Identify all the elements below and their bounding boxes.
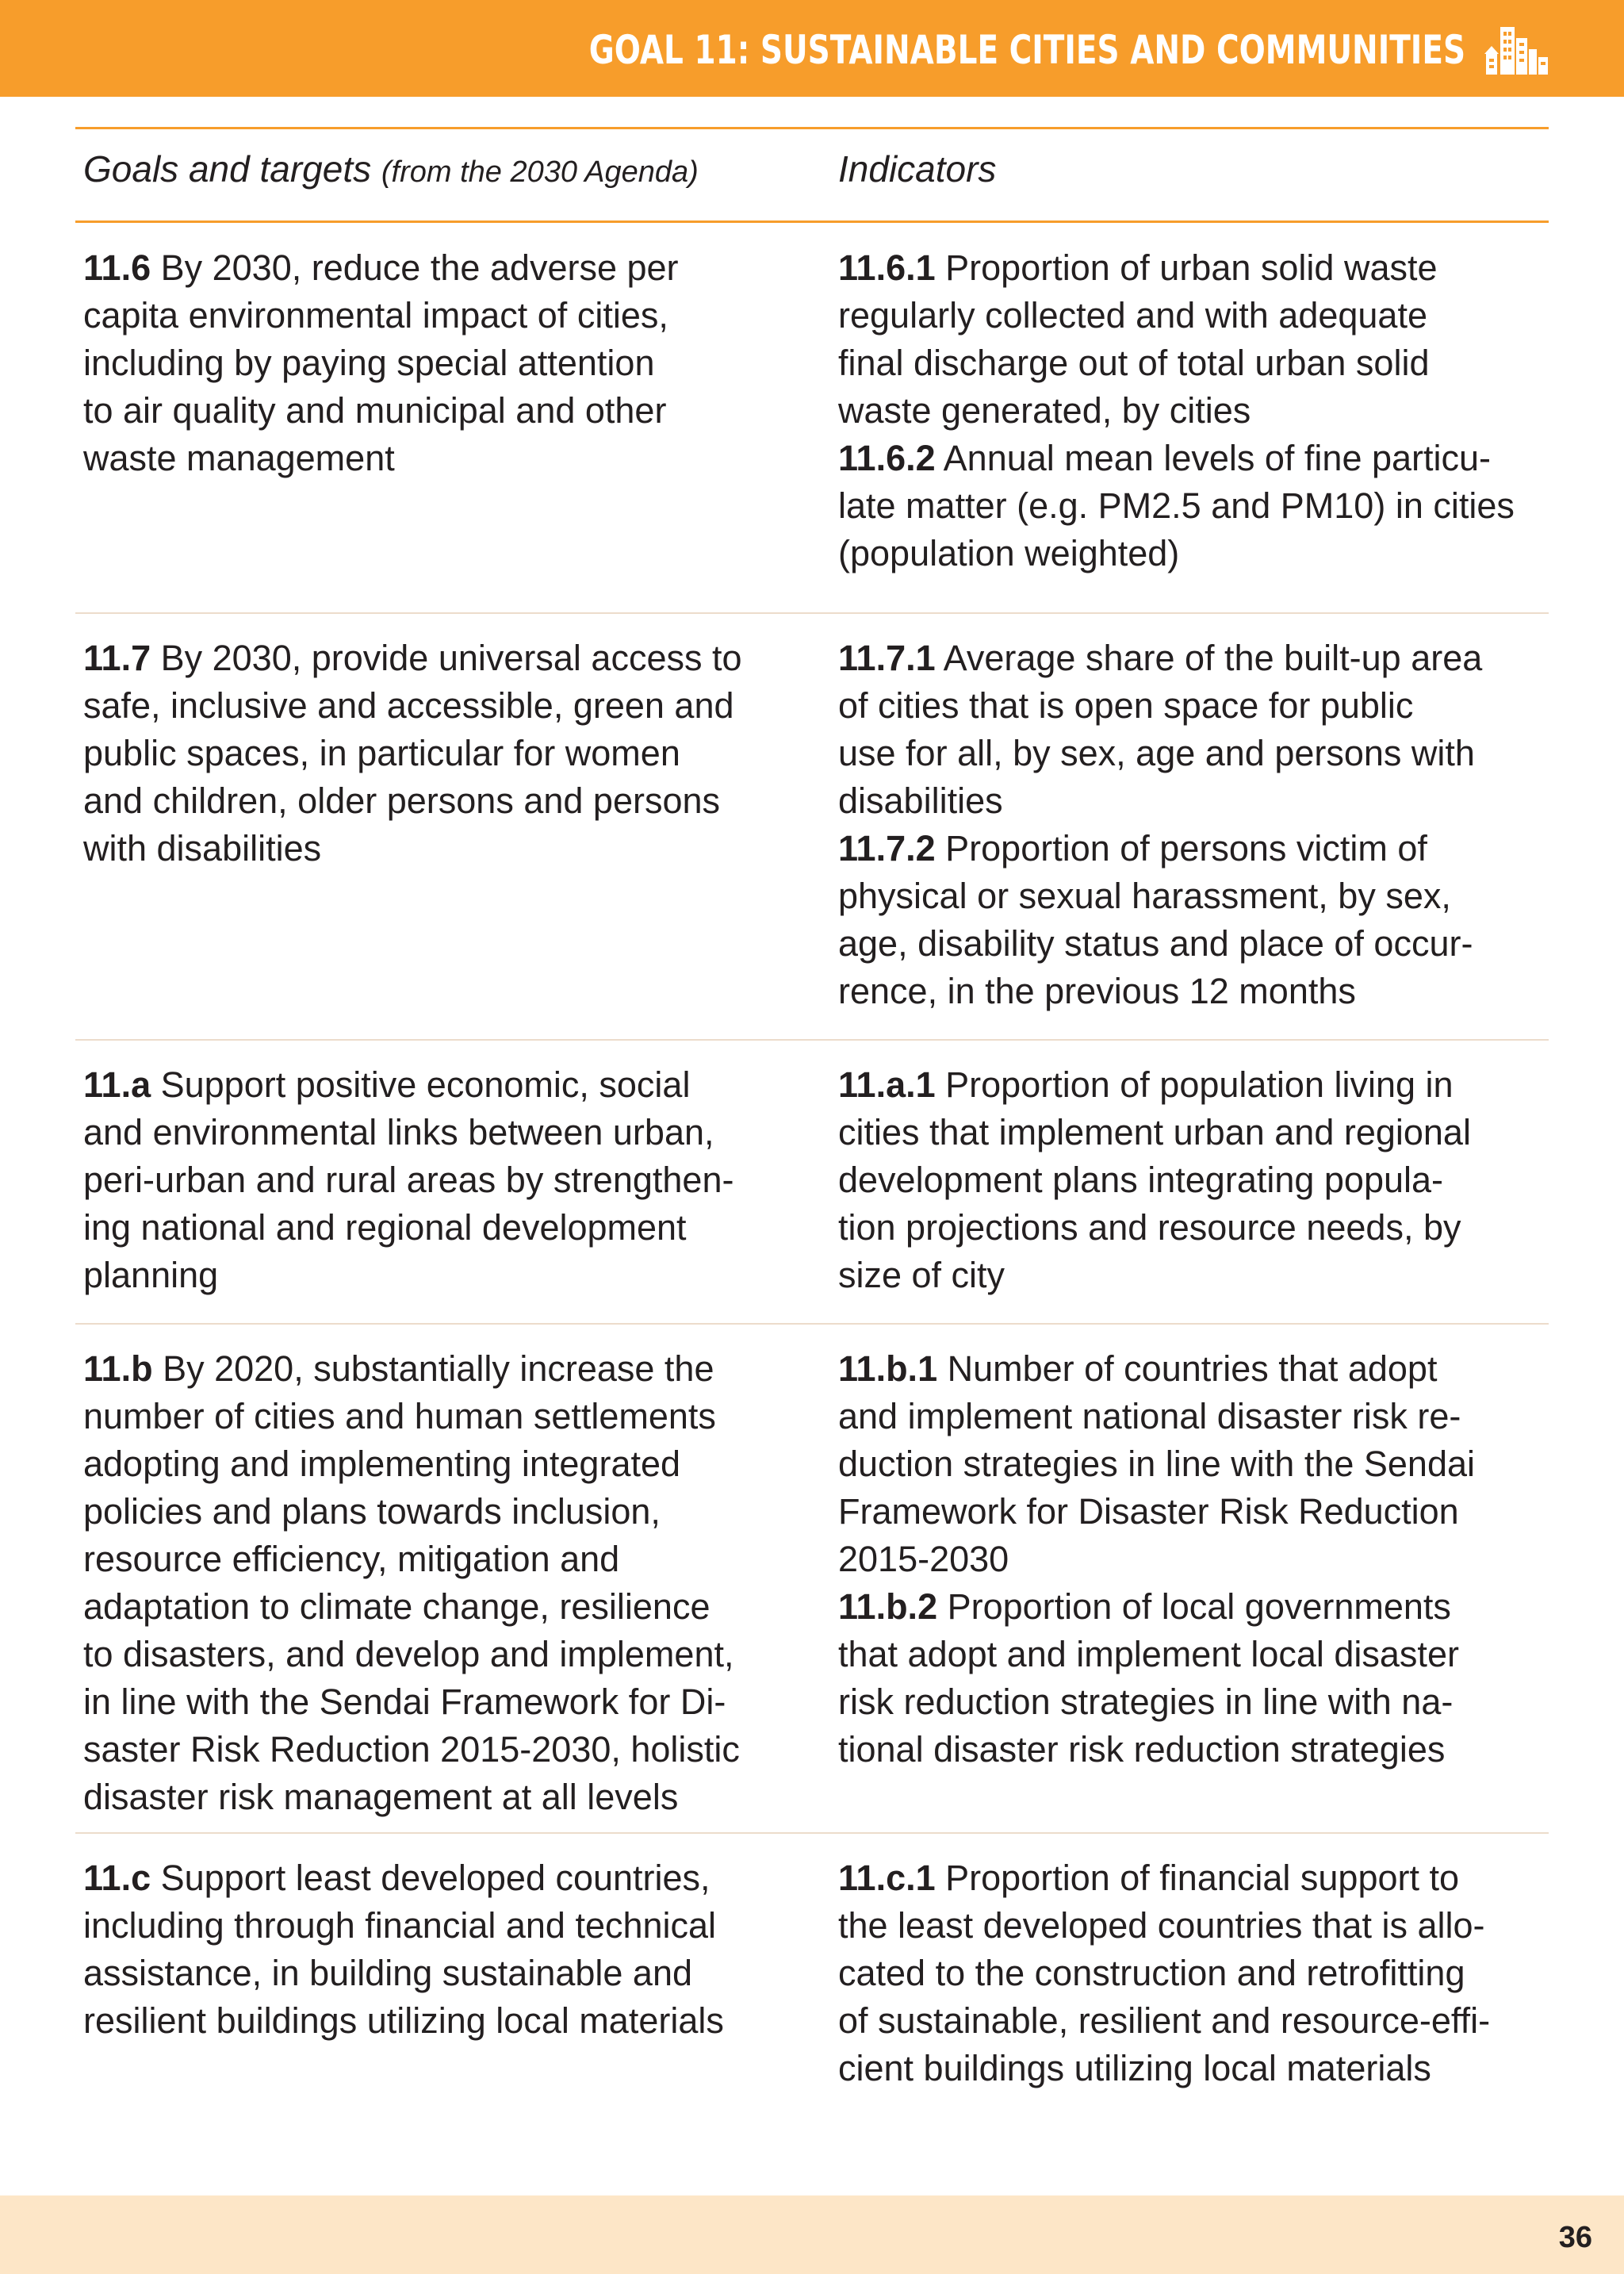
cell-line — [838, 1488, 1475, 1536]
cell-line — [83, 635, 742, 682]
cell-line — [838, 435, 1515, 482]
cell-text: adopting and implementing integrated — [83, 1444, 681, 1484]
cell-line — [838, 1854, 1490, 1902]
cell-line — [838, 482, 1515, 530]
cell-line — [83, 339, 679, 387]
footer-bar — [0, 2195, 1624, 2274]
target-code: 11.c — [83, 1858, 151, 1898]
cell-line — [838, 968, 1482, 1015]
page-title: GOAL 11: SUSTAINABLE CITIES AND COMMUNITIES — [588, 27, 1465, 73]
cell-line — [838, 1950, 1490, 1997]
cell-line — [838, 1061, 1471, 1109]
indicator-code: 11.c.1 — [838, 1858, 936, 1898]
cell-text: ing national and regional development — [83, 1207, 687, 1248]
cell-text: late matter (e.g. PM2.5 and PM10) in cities — [838, 485, 1515, 526]
cell-line — [83, 387, 679, 435]
cell-text: Average share of the built-up area — [935, 638, 1483, 678]
cell-text: regularly collected and with adequate — [838, 295, 1427, 336]
cell-line — [83, 1950, 724, 1997]
cell-line — [838, 1726, 1475, 1774]
cell-line — [838, 387, 1515, 435]
row-divider — [75, 1039, 1549, 1041]
cell-text: size of city — [838, 1255, 1005, 1295]
cell-line — [83, 1156, 733, 1204]
cell-line — [838, 1536, 1475, 1583]
cell-line — [838, 1156, 1471, 1204]
table-top-rule — [75, 127, 1549, 129]
cell-line — [838, 339, 1515, 387]
cell-text: tional disaster risk reduction strategies — [838, 1729, 1446, 1770]
cell-text: Proportion of persons victim of — [935, 828, 1427, 869]
cell-line — [83, 1902, 724, 1950]
cell-text: tion projections and resource needs, by — [838, 1207, 1461, 1248]
indicator-cell — [838, 1061, 1471, 1299]
cell-line — [83, 1997, 724, 2045]
target-cell — [83, 244, 679, 482]
cell-line — [83, 1109, 733, 1156]
cell-line — [83, 292, 679, 339]
cell-text: cient buildings utilizing local materials — [838, 2048, 1431, 2088]
cell-text: saster Risk Reduction 2015-2030, holistic — [83, 1729, 740, 1770]
cell-text: adaptation to climate change, resilience — [83, 1586, 710, 1627]
cell-text: that adopt and implement local disaster — [838, 1634, 1459, 1674]
target-cell — [83, 1061, 733, 1299]
cell-line — [83, 1726, 740, 1774]
cell-line — [838, 1902, 1490, 1950]
cell-line — [83, 1631, 740, 1678]
cell-text: risk reduction strategies in line with na- — [838, 1682, 1454, 1722]
row-divider — [75, 612, 1549, 614]
indicator-code: 11.a.1 — [838, 1064, 936, 1105]
cell-text: cities that implement urban and regional — [838, 1112, 1471, 1152]
target-cell — [83, 1345, 740, 1821]
cell-line — [838, 1345, 1475, 1393]
cell-text: and implement national disaster risk re- — [838, 1396, 1461, 1436]
cell-text: cated to the construction and retrofitting — [838, 1953, 1465, 1993]
cell-line — [838, 920, 1482, 968]
cell-text: number of cities and human settlements — [83, 1396, 716, 1436]
cell-text: to disasters, and develop and implement, — [83, 1634, 734, 1674]
cell-line — [83, 1440, 740, 1488]
cell-text: By 2030, provide universal access to — [151, 638, 742, 678]
cell-line — [83, 1854, 724, 1902]
indicator-code: 11.b.1 — [838, 1348, 938, 1389]
cell-line — [838, 872, 1482, 920]
city-buildings-icon — [1484, 22, 1548, 76]
cell-text: Support least developed countries, — [151, 1858, 710, 1898]
indicator-code: 11.b.2 — [838, 1586, 938, 1627]
cell-line — [838, 1440, 1475, 1488]
cell-line — [83, 1393, 740, 1440]
cell-text: Proportion of financial support to — [935, 1858, 1460, 1898]
cell-text: of sustainable, resilient and resource-effi- — [838, 2000, 1491, 2041]
cell-line — [83, 1345, 740, 1393]
cell-line — [838, 1393, 1475, 1440]
cell-text: in line with the Sendai Framework for Di- — [83, 1682, 726, 1722]
cell-line — [83, 435, 679, 482]
cell-line — [838, 244, 1515, 292]
cell-text: disabilities — [838, 780, 1003, 821]
cell-text: to air quality and municipal and other — [83, 390, 667, 431]
target-code: 11.7 — [83, 638, 151, 678]
cell-text: physical or sexual harassment, by sex, — [838, 876, 1451, 916]
cell-text: assistance, in building sustainable and — [83, 1953, 693, 1993]
cell-text: Annual mean levels of fine particu- — [935, 438, 1492, 478]
cell-text: final discharge out of total urban solid — [838, 343, 1430, 383]
indicator-code: 11.6.1 — [838, 247, 936, 288]
row-divider — [75, 1323, 1549, 1325]
cell-line — [83, 1488, 740, 1536]
target-cell — [83, 1854, 724, 2045]
cell-line — [83, 1061, 733, 1109]
cell-line — [838, 1678, 1475, 1726]
cell-text: including by paying special attention — [83, 343, 655, 383]
cell-text: waste management — [83, 438, 395, 478]
cell-line — [83, 1252, 733, 1299]
cell-line — [838, 635, 1482, 682]
cell-text: Proportion of urban solid waste — [935, 247, 1438, 288]
cell-text: (population weighted) — [838, 533, 1180, 573]
cell-line — [838, 1631, 1475, 1678]
cell-line — [838, 1997, 1490, 2045]
target-code: 11.6 — [83, 247, 151, 288]
cell-line — [838, 777, 1482, 825]
cell-line — [838, 730, 1482, 777]
cell-line — [83, 1204, 733, 1252]
cell-text: waste generated, by cities — [838, 390, 1251, 431]
cell-line — [838, 1109, 1471, 1156]
cell-text: safe, inclusive and accessible, green and — [83, 685, 734, 726]
indicator-cell — [838, 635, 1482, 1015]
cell-text: 2015-2030 — [838, 1539, 1009, 1579]
cell-text: rence, in the previous 12 months — [838, 971, 1356, 1011]
cell-text: and children, older persons and persons — [83, 780, 721, 821]
cell-text: planning — [83, 1255, 219, 1295]
cell-text: use for all, by sex, age and persons with — [838, 733, 1475, 773]
cell-text: policies and plans towards inclusion, — [83, 1491, 661, 1532]
cell-line — [83, 825, 742, 872]
cell-text: By 2030, reduce the adverse per — [151, 247, 679, 288]
cell-text: resilient buildings utilizing local materials — [83, 2000, 724, 2041]
row-divider — [75, 1832, 1549, 1834]
cell-text: Proportion of population living in — [935, 1064, 1454, 1105]
cell-line — [838, 1204, 1471, 1252]
cell-text: Proportion of local governments — [937, 1586, 1451, 1627]
indicator-code: 11.6.2 — [838, 438, 936, 478]
indicator-code: 11.7.2 — [838, 828, 936, 869]
indicator-code: 11.7.1 — [838, 638, 936, 678]
cell-text: public spaces, in particular for women — [83, 733, 680, 773]
cell-line — [838, 292, 1515, 339]
table-header-rule — [75, 220, 1549, 223]
cell-line — [838, 1583, 1475, 1631]
cell-text: age, disability status and place of occur- — [838, 923, 1473, 964]
cell-line — [83, 1678, 740, 1726]
column-header-goals: Goals and targets (from the 2030 Agenda) — [83, 148, 699, 190]
target-code: 11.b — [83, 1348, 153, 1389]
cell-line — [83, 1774, 740, 1821]
cell-line — [83, 1536, 740, 1583]
cell-line — [83, 730, 742, 777]
cell-text: and environmental links between urban, — [83, 1112, 714, 1152]
cell-line — [838, 682, 1482, 730]
cell-line — [838, 1252, 1471, 1299]
page-number: 36 — [1558, 2221, 1592, 2254]
cell-line — [83, 777, 742, 825]
indicator-cell — [838, 1345, 1475, 1774]
header-bar — [0, 0, 1624, 97]
cell-text: Framework for Disaster Risk Reduction — [838, 1491, 1459, 1532]
cell-text: peri-urban and rural areas by strengthen- — [83, 1160, 734, 1200]
cell-text: including through financial and technical — [83, 1905, 717, 1946]
cell-line — [83, 1583, 740, 1631]
cell-text: of cities that is open space for public — [838, 685, 1414, 726]
column-header-indicators: Indicators — [838, 148, 997, 190]
cell-text: Number of countries that adopt — [937, 1348, 1438, 1389]
cell-text: Support positive economic, social — [151, 1064, 691, 1105]
target-code: 11.a — [83, 1064, 151, 1105]
cell-line — [83, 682, 742, 730]
target-cell — [83, 635, 742, 872]
cell-text: resource efficiency, mitigation and — [83, 1539, 620, 1579]
indicator-cell — [838, 1854, 1490, 2092]
cell-text: development plans integrating popula- — [838, 1160, 1444, 1200]
cell-line — [838, 530, 1515, 577]
cell-text: with disabilities — [83, 828, 322, 869]
cell-text: capita environmental impact of cities, — [83, 295, 668, 336]
cell-text: disaster risk management at all levels — [83, 1777, 679, 1817]
cell-text: By 2020, substantially increase the — [152, 1348, 714, 1389]
indicator-cell — [838, 244, 1515, 577]
cell-line — [838, 825, 1482, 872]
cell-text: duction strategies in line with the Sendai — [838, 1444, 1475, 1484]
cell-text: the least developed countries that is allo- — [838, 1905, 1485, 1946]
cell-line — [838, 2045, 1490, 2092]
cell-line — [83, 244, 679, 292]
